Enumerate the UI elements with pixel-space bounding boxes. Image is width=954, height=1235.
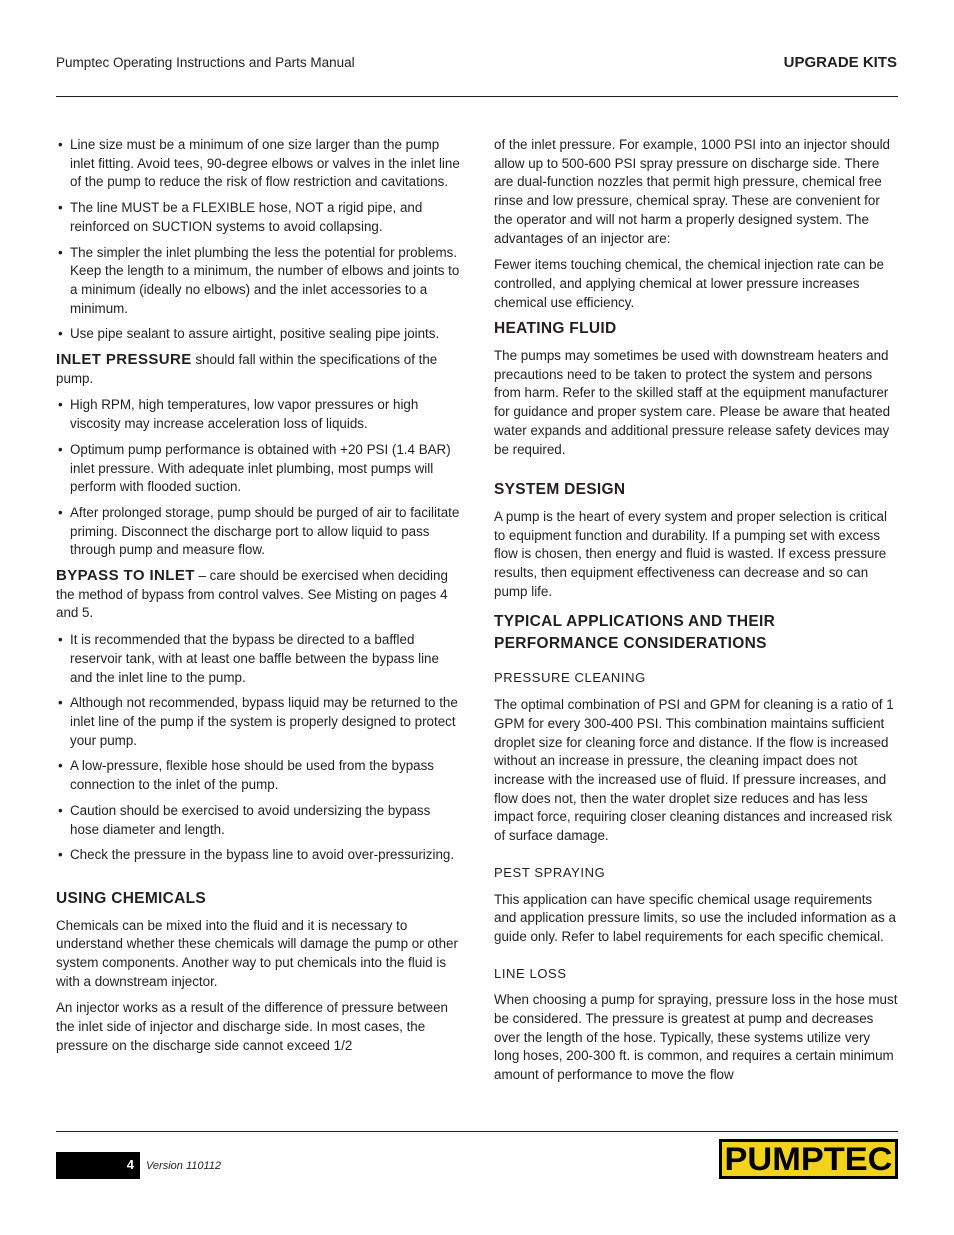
list-item: • After prolonged storage, pump should be purged of air to facilitate priming. Disconnect the discharge port to allow liquid to pass through pump and measure flow.	[56, 504, 461, 560]
list-item: • Check the pressure in the bypass line to avoid over-pressurizing.	[56, 846, 461, 865]
page-number: 4	[126, 1157, 134, 1172]
left-column	[56, 136, 461, 1064]
list-item: • A low-pressure, flexible hose should be used from the bypass connection to the inlet of the pump.	[56, 757, 461, 794]
list-item: • Although not recommended, bypass liquid may be returned to the inlet line of the pump if the system is properly designed to protect your pump.	[56, 694, 461, 750]
list-item: • Caution should be exercised to avoid undersizing the bypass hose diameter and length.	[56, 802, 461, 839]
svg-text:PUMPTEC: PUMPTEC	[724, 1141, 893, 1177]
bypass-text: – care should be exercised when deciding the method of bypass from control valves. See Misting on pages 4 and 5.	[56, 568, 448, 621]
section-title: UPGRADE KITS	[783, 54, 897, 71]
header-rule	[56, 96, 898, 97]
injector-paragraph-1: of the inlet pressure. For example, 1000 PSI into an injector should allow up to 500-600 PSI spray pressure on discharge side. There are dual-function nozzles that permit high pressure, chemical free rinse and low pressure, chemical spray. These are convenient for the operator and will not harm a properly designed system. The advantages of an injector are:	[494, 137, 890, 246]
inlet-pressure-heading: INLET PRESSURE	[56, 351, 192, 369]
heating-paragraph: The pumps may sometimes be used with downstream heaters and precautions need to be taken to protect the system and persons from harm. Refer to the skilled staff at the equipment manufacturer for guidance and proper system care. Please be aware that heated water expands and additional pressure release safety devices may be required.	[494, 348, 891, 457]
right-column	[494, 136, 898, 1093]
list-item: • Optimum pump performance is obtained with +20 PSI (1.4 BAR) inlet pressure. With adequate inlet plumbing, most pumps will perform with flooded suction.	[56, 441, 461, 497]
pressure-cleaning-paragraph: The optimal combination of PSI and GPM for cleaning is a ratio of 1 GPM for every 300-400 PSI. This combination maintains sufficient droplet size for cleaning force and distance. If the flow is increased without an increase in pressure, the cleaning impact does not increase with the increased use of fluid. If pressure increases, and flow does not, then the water droplet size reduces and has less impact force, requiring closer cleaning distances and increased risk of surface damage.	[494, 697, 894, 844]
bypass-heading: BYPASS TO INLET	[56, 567, 195, 585]
pest-spraying-paragraph: This application can have specific chemical usage requirements and application pressure limits, so use the included information as a guide only. Refer to label requirements for each specific chemical.	[494, 891, 896, 944]
inlet-pressure-list	[56, 396, 461, 560]
list-item: • Line size must be a minimum of one size larger than the pump inlet fitting. Avoid tees, 90-degree elbows or valves in the inlet line of the pump to reduce the risk of flow restriction and cavitations.	[56, 136, 461, 192]
list-item: • High RPM, high temperatures, low vapor pressures or high viscosity may increase acceleration loss of liquids.	[56, 396, 461, 433]
inlet-pressure-paragraph	[56, 351, 461, 388]
bypass-paragraph	[56, 567, 461, 623]
inlet-line-list	[56, 136, 461, 344]
list-item: • The simpler the inlet plumbing the less the potential for problems. Keep the length to a minimum, the number of elbows and joints to a minimum (ideally no elbows) and the inlet accessories to a minimum.	[56, 244, 461, 319]
list-item: • It is recommended that the bypass be directed to a baffled reservoir tank, with at least one baffle between the bypass line and the inlet line to the pump.	[56, 631, 461, 687]
pest-spraying-heading: PEST SPRAYING	[494, 864, 606, 880]
list-item: • Use pipe sealant to assure airtight, positive sealing pipe joints.	[56, 325, 461, 344]
list-item: • The line MUST be a FLEXIBLE hose, NOT a rigid pipe, and reinforced on SUCTION systems to avoid collapsing.	[56, 199, 461, 236]
applications-heading: TYPICAL APPLICATIONS AND THEIR PERFORMANCE CONSIDERATIONS	[494, 613, 776, 653]
footer-rule	[56, 1131, 898, 1132]
chemicals-paragraph-2: An injector works as a result of the difference of pressure between the inlet side of injector and discharge side. In most cases, the pressure on the discharge side cannot exceed 1/2	[56, 1000, 449, 1053]
line-loss-heading: LINE LOSS	[494, 965, 567, 981]
heating-heading: HEATING FLUID	[494, 320, 617, 338]
system-design-paragraph: A pump is the heart of every system and proper selection is critical to equipment function and durability. If a pumping set with excess flow is chosen, then energy and fluid is wasted. If excess pressure results, then equipment effectiveness can decrease and so can pump life.	[494, 508, 887, 599]
bypass-list	[56, 631, 461, 865]
version-label: Version 110112	[146, 1160, 222, 1172]
inlet-pressure-text: should fall within the specifications of the pump.	[56, 352, 438, 386]
system-design-heading: SYSTEM DESIGN	[494, 481, 626, 499]
page-number-badge	[56, 1152, 140, 1179]
pumptec-logo	[719, 1139, 898, 1179]
document-title: Pumptec Operating Instructions and Parts Manual	[56, 55, 355, 70]
pressure-cleaning-heading: PRESSURE CLEANING	[494, 670, 646, 686]
line-loss-paragraph: When choosing a pump for spraying, pressure loss in the hose must be considered. The pressure is greatest at pump and decreases over the length of the hose. Typically, these systems utilize very long hoses, 200-300 ft. is common, and requires a certain minimum amount of performance to move the flow	[494, 992, 898, 1083]
chemicals-paragraph-1: Chemicals can be mixed into the fluid and it is necessary to understand whether these chemicals will damage the pump or other system components. Another way to put chemicals into the fluid is with a downstream injector.	[56, 917, 458, 989]
chemicals-heading: USING CHEMICALS	[56, 889, 207, 907]
injector-paragraph-2: Fewer items touching chemical, the chemical injection rate can be controlled, and applying chemical at lower pressure increases chemical use efficiency.	[494, 257, 885, 310]
